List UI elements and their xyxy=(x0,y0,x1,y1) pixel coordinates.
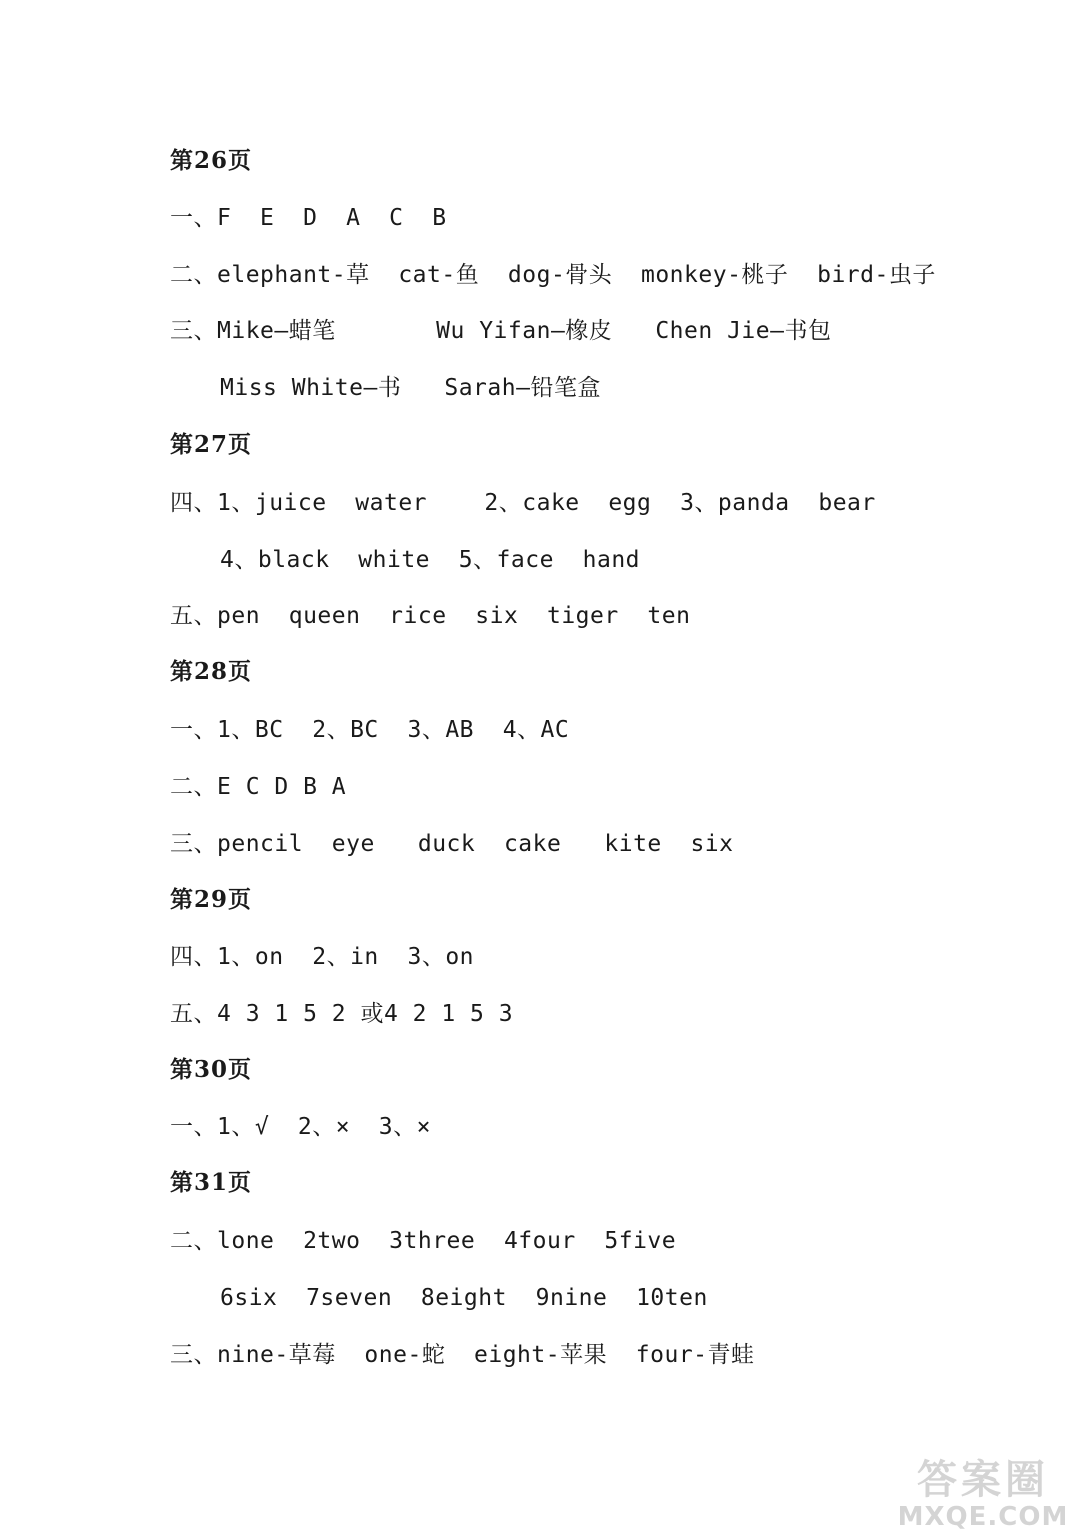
page-31-line-1: 二、lone 2two 3three 4four 5five xyxy=(170,1228,677,1254)
watermark-cn-text: 答案圈 xyxy=(917,1457,1049,1503)
page-28-line-2: 二、E C D B A xyxy=(170,774,347,800)
site-watermark xyxy=(883,1458,1083,1532)
page-27-line-3: 五、pen queen rice six tiger ten xyxy=(170,603,691,629)
page-26-line-2: 二、elephant-草 cat-鱼 dog-骨头 monkey-桃子 bird-虫子 xyxy=(170,262,936,288)
watermark-en-text: MXQE.COM xyxy=(897,1502,1069,1532)
page-29-heading: 第29页 xyxy=(170,886,253,913)
page-31-line-2: 6six 7seven 8eight 9nine 10ten xyxy=(220,1285,708,1311)
page-29-line-2: 五、4 3 1 5 2 或4 2 1 5 3 xyxy=(170,1001,514,1027)
page-30-line-1: 一、1、√ 2、× 3、× xyxy=(170,1114,431,1140)
page-31-line-3: 三、nine-草莓 one-蛇 eight-苹果 four-青蛙 xyxy=(170,1342,755,1368)
page-28-line-3: 三、pencil eye duck cake kite six xyxy=(170,831,734,857)
page-27-line-1: 四、1、juice water 2、cake egg 3、panda bear xyxy=(170,490,876,516)
page-26-line-4: Miss White—书 Sarah—铅笔盒 xyxy=(220,375,601,401)
page-30-heading: 第30页 xyxy=(170,1056,253,1083)
page-31-heading: 第31页 xyxy=(170,1169,253,1196)
page-28-heading: 第28页 xyxy=(170,658,253,685)
page-26-line-3: 三、Mike—蜡笔 Wu Yifan—橡皮 Chen Jie—书包 xyxy=(170,318,832,344)
page-27-heading: 第27页 xyxy=(170,431,253,458)
page-26-line-1: 一、F E D A C B xyxy=(170,205,447,231)
page-28-line-1: 一、1、BC 2、BC 3、AB 4、AC xyxy=(170,717,570,743)
page-27-line-2: 4、black white 5、face hand xyxy=(220,547,641,573)
page-29-line-1: 四、1、on 2、in 3、on xyxy=(170,944,475,970)
page-26-heading: 第26页 xyxy=(170,147,253,174)
